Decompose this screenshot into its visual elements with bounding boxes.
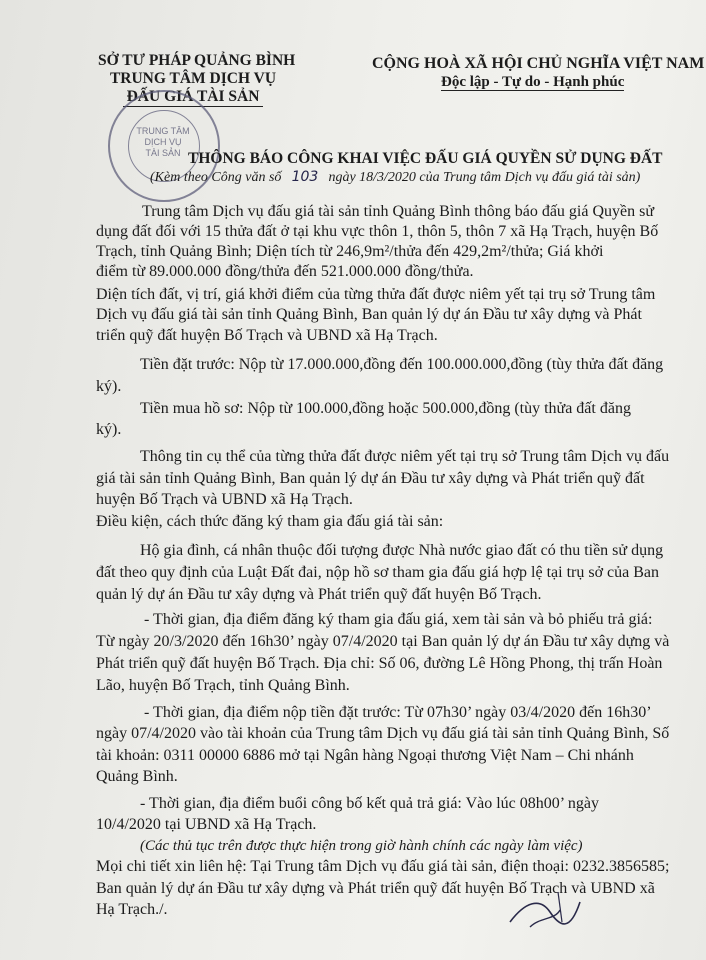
body-line: Lão, huyện Bố Trạch, tỉnh Quảng Bình. bbox=[96, 677, 350, 694]
body-line: huyện Bố Trạch và UBND xã Hạ Trạch. bbox=[96, 491, 353, 508]
body-line: Mọi chi tiết xin liên hệ: Tại Trung tâm Dịch vụ đấu giá tài sản, điện thoại: 0232.3856585; bbox=[96, 858, 670, 875]
body-line: Dịch vụ đấu giá tài sản tỉnh Quảng Bình, Ban quản lý dự án Đầu tư xây dựng và Phát bbox=[96, 306, 642, 323]
body-line: Diện tích đất, vị trí, giá khởi điểm của từng thửa đất được niêm yết tại trụ sở Trung tâm bbox=[96, 286, 656, 303]
document-subtitle bbox=[150, 169, 640, 186]
org-line-3: ĐẤU GIÁ TÀI SẢN bbox=[123, 88, 264, 107]
body-line: quản lý dự án Đầu tư xây dựng và Phát triển quỹ đất huyện Bố Trạch. bbox=[96, 586, 542, 603]
body-line: Phát triển quỹ đất huyện Bố Trạch. Địa chỉ: Số 06, đường Lê Hồng Phong, thị trấn Hoàn bbox=[96, 655, 663, 672]
signature bbox=[500, 882, 590, 942]
stamp-line-3: TÀI SẢN bbox=[145, 148, 181, 158]
motto-text: Độc lập - Tự do - Hạnh phúc bbox=[441, 74, 625, 90]
body-line: Trung tâm Dịch vụ đấu giá tài sản tỉnh Quảng Bình thông báo đấu giá Quyền sử bbox=[142, 203, 655, 220]
nation-title: CỘNG HOÀ XÃ HỘI CHỦ NGHĨA VIỆT NAM bbox=[372, 55, 705, 72]
body-line: Quảng Bình. bbox=[96, 768, 178, 785]
stamp-line-1: TRUNG TÂM bbox=[136, 126, 190, 136]
body-line: Ban quản lý dự án Đầu tư xây dựng và Phát triển quỹ đất huyện Bố Trạch và UBND xã bbox=[96, 880, 655, 897]
handwritten-number: 103 bbox=[291, 169, 319, 185]
org-line-2: TRUNG TÂM DỊCH VỤ bbox=[109, 70, 277, 87]
body-line: Từ ngày 20/3/2020 đến 16h30’ ngày 07/4/2020 tại Ban quản lý dự án Đầu tư xây dựng và bbox=[96, 633, 670, 650]
body-line: Trạch, tỉnh Quảng Bình; Diện tích từ 246,9m²/thửa đến 429,2m²/thửa; Giá khởi bbox=[96, 243, 604, 260]
body-line: 10/4/2020 tại UBND xã Hạ Trạch. bbox=[96, 816, 317, 833]
body-line: đất theo quy định của Luật Đất đai, nộp hồ sơ tham gia đấu giá hợp lệ tại trụ sở của Ban bbox=[96, 564, 660, 581]
body-line: điểm từ 89.000.000 đồng/thửa đến 521.000.000 đồng/thửa. bbox=[96, 263, 474, 280]
subtitle-after: ngày 18/3/2020 của Trung tâm Dịch vụ đấu giá tài sản) bbox=[328, 170, 641, 185]
body-line: Tiền mua hồ sơ: Nộp từ 100.000,đồng hoặc 500.000,đồng (tùy thửa đất đăng bbox=[140, 400, 631, 417]
body-line: dụng đất đối với 15 thửa đất ở tại khu vực thôn 1, thôn 5, thôn 7 xã Hạ Trạch, huyện Bố bbox=[96, 223, 659, 240]
org-line-1: SỞ TƯ PHÁP QUẢNG BÌNH bbox=[98, 52, 296, 69]
document-title: THÔNG BÁO CÔNG KHAI VIỆC ĐẤU GIÁ QUYỀN SỬ DỤNG ĐẤT bbox=[188, 150, 663, 167]
stamp-line-2: DỊCH VỤ bbox=[144, 137, 182, 147]
body-line: Tiền đặt trước: Nộp từ 17.000.000,đồng đến 100.000.000,đồng (tùy thửa đất đăng bbox=[140, 356, 664, 373]
body-line: ngày 07/4/2020 vào tài khoản của Trung tâm Dịch vụ đấu giá tài sản tỉnh Quảng Bình, Số bbox=[96, 725, 670, 742]
body-line: - Thời gian, địa điểm buổi công bố kết quả trả giá: Vào lúc 08h00’ ngày bbox=[140, 795, 600, 812]
body-line: (Các thủ tục trên được thực hiện trong giờ hành chính các ngày làm việc) bbox=[140, 838, 583, 854]
body-line: - Thời gian, địa điểm nộp tiền đặt trước: Từ 07h30’ ngày 03/4/2020 đến 16h30’ bbox=[144, 704, 652, 721]
body-line: - Thời gian, địa điểm đăng ký tham gia đấu giá, xem tài sản và bỏ phiếu trả giá: bbox=[144, 611, 653, 628]
motto bbox=[441, 74, 624, 91]
body-line: Thông tin cụ thể của từng thửa đất được niêm yết tại trụ sở Trung tâm Dịch vụ đấu bbox=[140, 448, 670, 465]
body-line: ký). bbox=[96, 378, 122, 395]
body-line: Hạ Trạch./. bbox=[96, 901, 168, 918]
body-line: Hộ gia đình, cá nhân thuộc đối tượng được Nhà nước giao đất có thu tiền sử dụng bbox=[140, 542, 664, 559]
body-line: Điều kiện, cách thức đăng ký tham gia đấu giá tài sản: bbox=[96, 513, 444, 530]
body-line: ký). bbox=[96, 421, 122, 438]
body-line: triển quỹ đất huyện Bố Trạch và UBND xã Hạ Trạch. bbox=[96, 327, 438, 344]
subtitle-before: (Kèm theo Công văn số bbox=[150, 170, 282, 185]
body-line: giá tài sản tỉnh Quảng Bình, Ban quản lý dự án Đầu tư xây dựng và Phát triển quỹ đất bbox=[96, 470, 645, 487]
body-line: tài khoản: 0311 00000 6886 mở tại Ngân hàng Ngoại thương Việt Nam – Chi nhánh bbox=[96, 747, 634, 764]
